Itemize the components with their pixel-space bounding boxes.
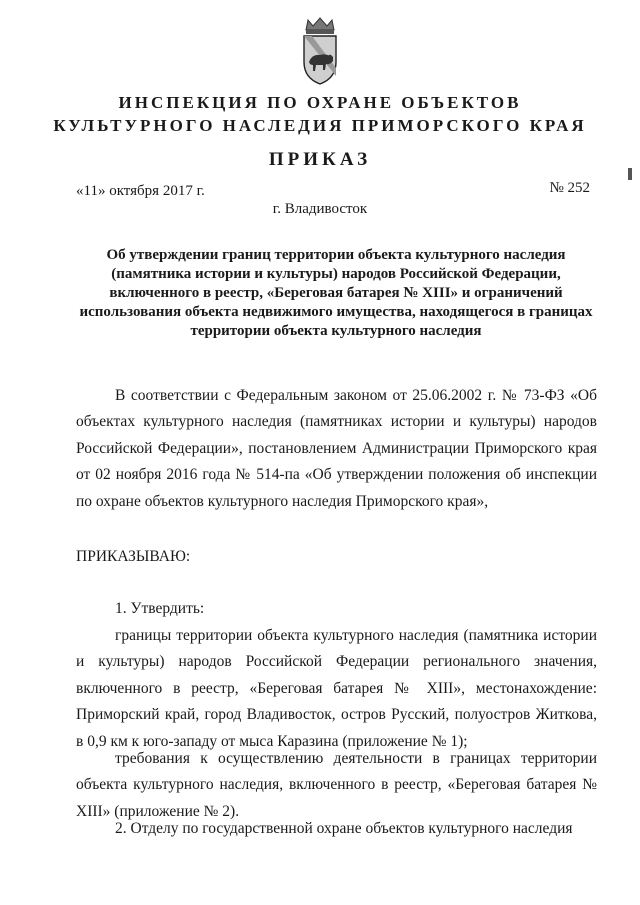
clause-1-requirements: требования к осуществлению деятельности в границах территории объекта культурного наследия, включенного в реестр, «Береговая батарея № XIII» (приложение № 2).: [76, 749, 597, 820]
order-word: ПРИКАЗЫВАЮ:: [76, 547, 191, 565]
order-city: г. Владивосток: [272, 201, 368, 217]
clause-2-text: 2. Отделу по государственной охране объектов культурного наследия: [115, 819, 573, 837]
coat-of-arms-icon: [298, 16, 342, 86]
preamble-paragraph: В соответствии с Федеральным законом от 25.06.2002 г. № 73-ФЗ «Об объектах культурного наследия (памятниках истории и культуры) народов Российской Федерации», постановлением Администрации Приморского края от 02 ноября 2016 года № 514-па «Об утверждении положения об инспекции по охране объектов культурного наследия Приморского края»,: [76, 386, 597, 510]
order-subject: Об утверждении границ территории объекта культурного наследия (памятника истории и культуры) народов Российской Федерации, включенного в реестр, «Береговая батарея № XIII» и ограничений использования объекта недвижимого имущества, находящегося в границах территории объекта культурного наследия: [79, 247, 593, 339]
scan-artifact-mark: [628, 168, 632, 180]
document-type-title: ПРИКАЗ: [268, 149, 372, 170]
organization-name-line1: ИНСПЕКЦИЯ ПО ОХРАНЕ ОБЪЕКТОВ: [118, 93, 522, 112]
clause-1-boundaries: границы территории объекта культурного наследия (памятника истории и культуры) народов Российской Федерации регионального значения, включенного в реестр, «Береговая батарея № XIII», местонахождение: Приморский край, город Владивосток, остров Русский, полуостров Житкова, в 0,9 км к юго-западу от мыса Каразина (приложение № 1);: [76, 626, 597, 750]
order-number: № 252: [549, 180, 590, 196]
clause-1-heading: 1. Утвердить:: [115, 599, 205, 617]
order-date: «11» октября 2017 г.: [76, 183, 205, 199]
organization-name-line2: КУЛЬТУРНОГО НАСЛЕДИЯ ПРИМОРСКОГО КРАЯ: [53, 116, 587, 135]
